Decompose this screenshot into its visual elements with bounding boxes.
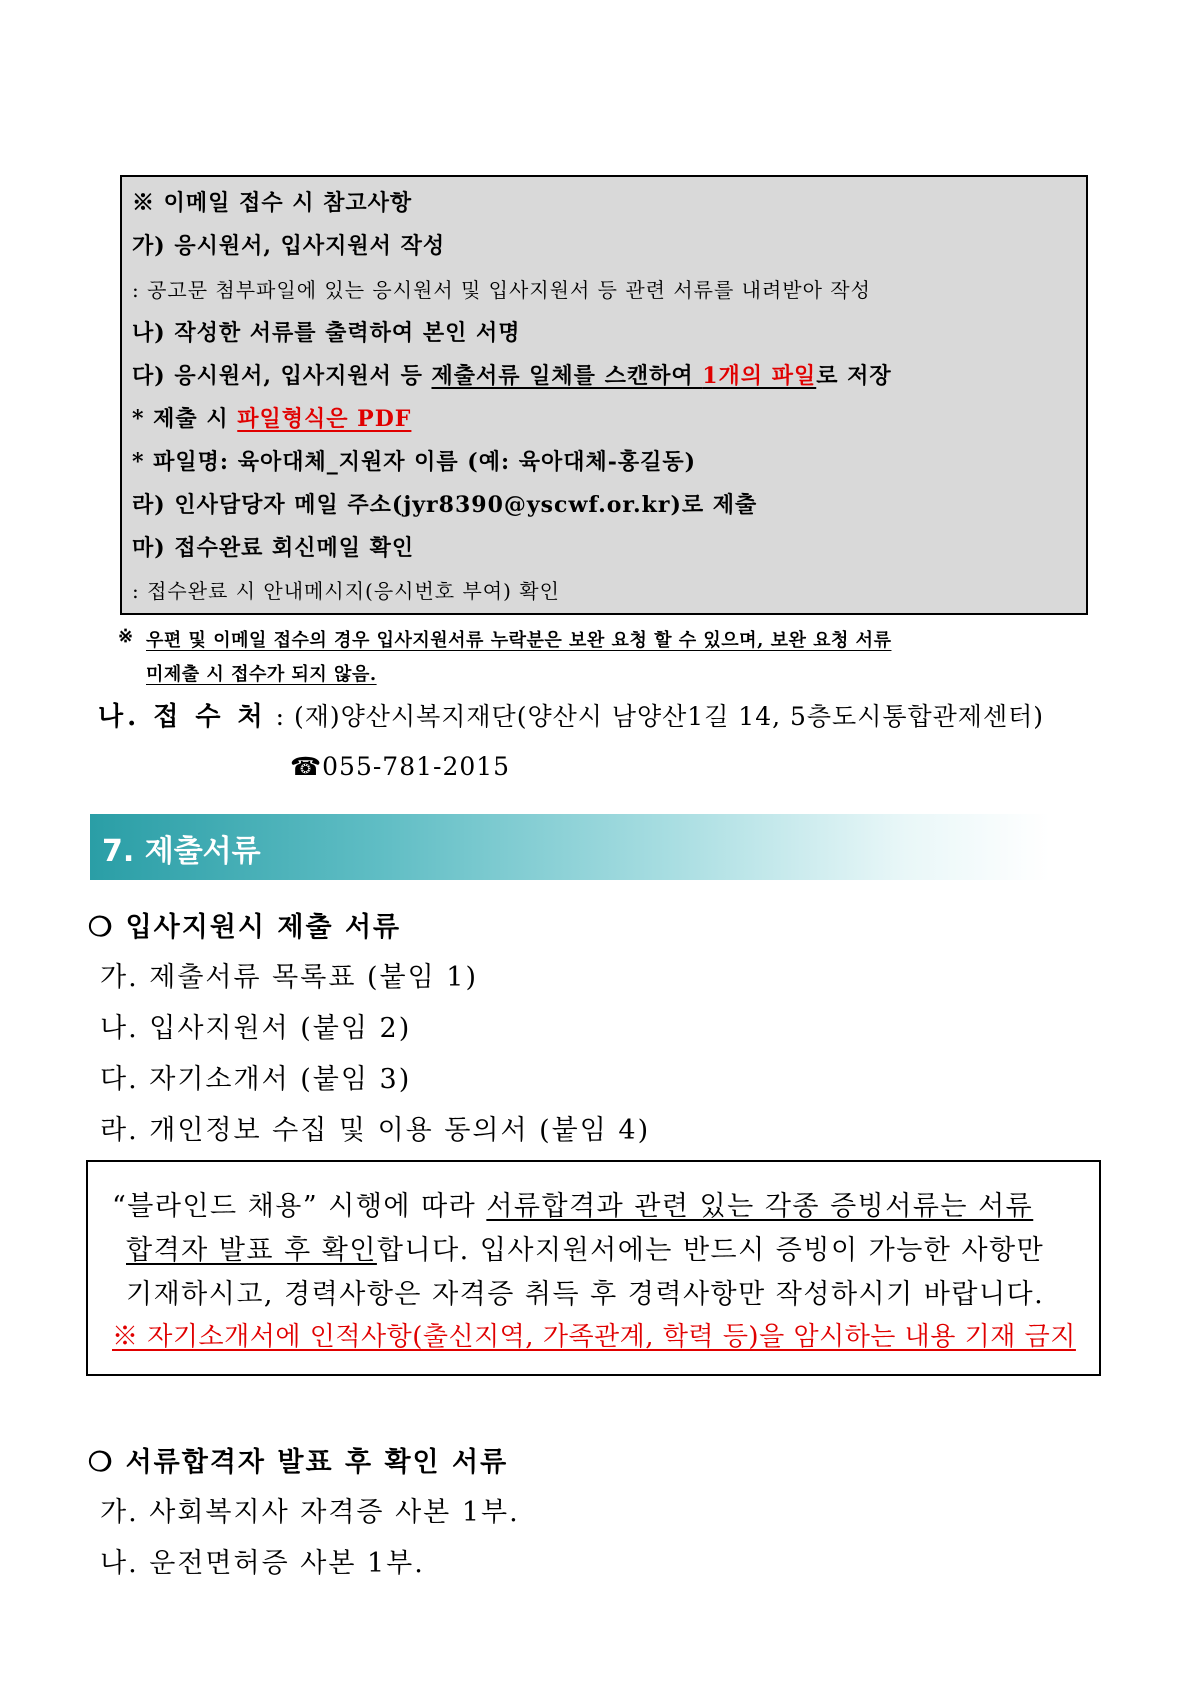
blind-line-4-warning: ※ 자기소개서에 인적사항(출신지역, 가족관계, 학력 등)을 암시하는 내용 기재 금지 (112, 1322, 1076, 1352)
email-bullet-filename: * 파일명: 육아대체_지원자 이름 (예: 육아대체-홍길동) (132, 449, 697, 475)
application-doc-item: 나. 입사지원서 (붙임 2) (100, 1013, 412, 1044)
blind-line-1-prefix: “블라인드 채용” 시행에 따라 (112, 1191, 487, 1222)
email-step-d: 라) 인사담당자 메일 주소(jyr8390@yscwf.or.kr)로 제출 (132, 492, 758, 518)
supplement-note-mark: ※ (118, 626, 134, 647)
supplement-note-line2: 미제출 시 접수가 되지 않음. (146, 664, 377, 685)
blind-line-1 (112, 1184, 1033, 1223)
email-step-c-red: 1개의 파일 (702, 363, 817, 389)
email-notice-box (120, 175, 1088, 615)
blind-line-2-underline: 합격자 발표 후 확인 (126, 1235, 377, 1266)
reception-phone: ☎055-781-2015 (290, 752, 511, 781)
email-step-a: 가) 응시원서, 입사지원서 작성 (132, 233, 446, 259)
email-bullet-format (132, 405, 411, 433)
post-pass-doc-item: 가. 사회복지사 자격증 사본 1부. (100, 1497, 520, 1528)
email-step-b: 나) 작성한 서류를 출력하여 본인 서명 (132, 320, 521, 346)
email-step-e-note: : 접수완료 시 안내메시지(응시번호 부여) 확인 (132, 579, 560, 603)
blind-line-2-suffix: 합니다. 입사지원서에는 반드시 증빙이 가능한 사항만 (376, 1235, 1045, 1266)
email-step-e: 마) 접수완료 회신메일 확인 (132, 535, 415, 561)
blind-line-1-underline: 서류합격과 관련 있는 각종 증빙서류는 서류 (486, 1191, 1034, 1222)
post-pass-doc-item: 나. 운전면허증 사본 1부. (100, 1548, 425, 1579)
application-doc-item: 가. 제출서류 목록표 (붙임 1) (100, 962, 478, 993)
application-doc-item: 라. 개인정보 수집 및 이용 동의서 (붙임 4) (100, 1115, 651, 1146)
email-bullet-format-prefix: * 제출 시 (132, 406, 238, 432)
email-step-a-note: : 공고문 첨부파일에 있는 응시원서 및 입사지원서 등 관련 서류를 내려받아 작성 (132, 278, 871, 302)
application-docs-heading: ❍ 입사지원시 제출 서류 (88, 912, 402, 943)
supplement-note-line1: 우편 및 이메일 접수의 경우 입사지원서류 누락분은 보완 요청 할 수 있으며, 보완 요청 서류 (146, 630, 892, 651)
email-bullet-format-red: 파일형식은 PDF (237, 406, 412, 432)
reception-address: : (재)양산시복지재단(양산시 남양산1길 14, 5층도시통합관제센터) (266, 702, 1045, 731)
blind-hiring-box (86, 1160, 1101, 1376)
email-step-c-prefix: 다) 응시원서, 입사지원서 등 (132, 363, 432, 389)
email-notice-title: ※ 이메일 접수 시 참고사항 (132, 190, 413, 216)
reception-line (98, 696, 1044, 733)
section-title: 7. 제출서류 (102, 834, 261, 869)
application-doc-item: 다. 자기소개서 (붙임 3) (100, 1064, 412, 1095)
reception-label: 나. 접 수 처 (98, 702, 267, 732)
post-pass-docs-heading: ❍ 서류합격자 발표 후 확인 서류 (88, 1447, 509, 1478)
blind-line-2 (126, 1228, 1044, 1267)
email-step-c-suffix: 로 저장 (816, 363, 892, 389)
email-step-c (132, 362, 892, 390)
blind-line-3: 기재하시고, 경력사항은 자격증 취득 후 경력사항만 작성하시기 바랍니다. (126, 1279, 1045, 1310)
email-step-c-underline: 제출서류 일체를 스캔하여 1개의 파일 (431, 363, 817, 389)
